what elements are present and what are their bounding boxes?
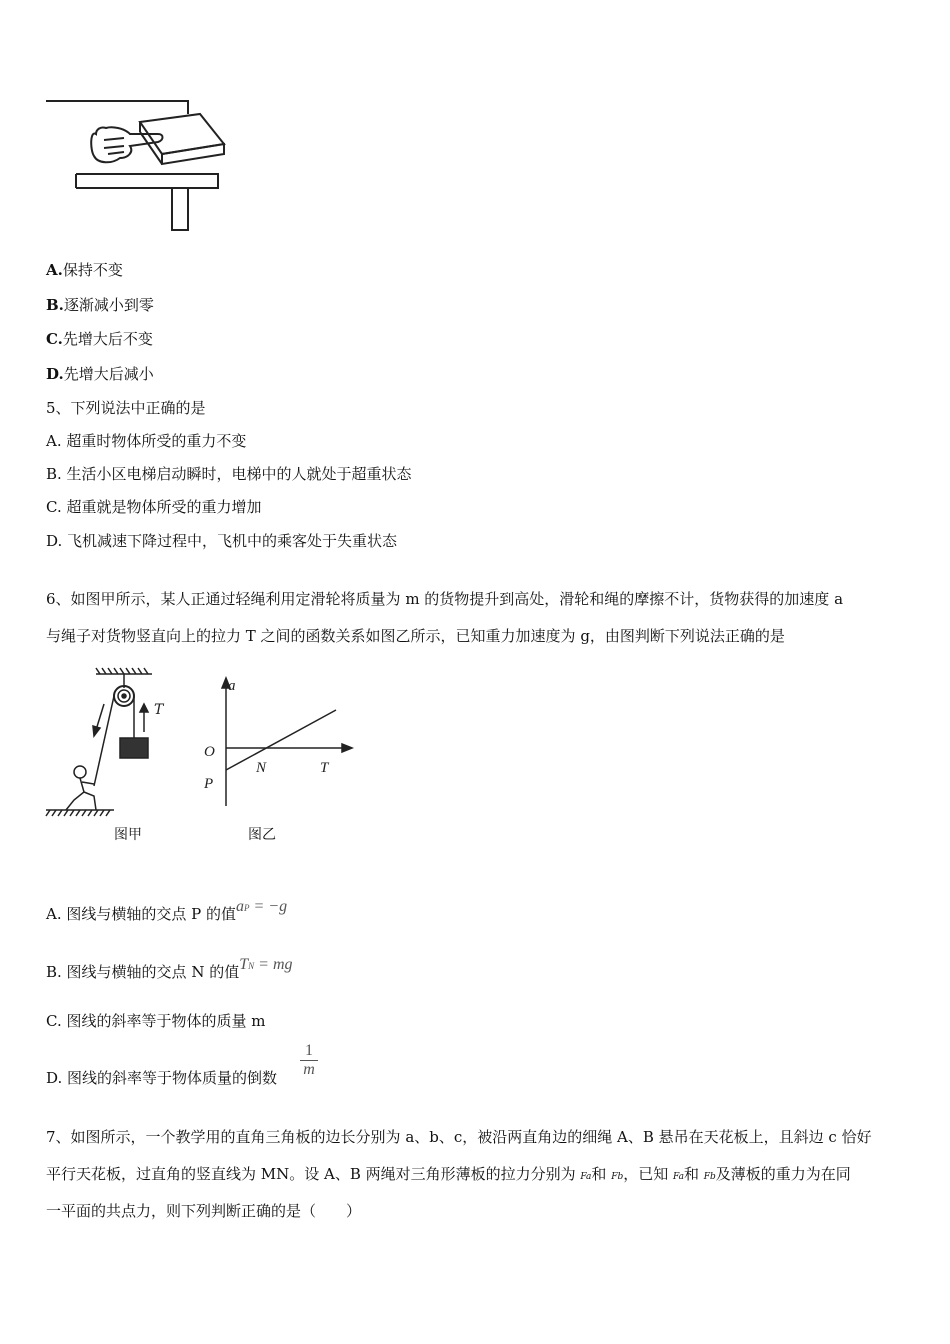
q7-line2: 平行天花板，过直角的竖直线为 MN。设 A、B 两绳对三角形薄板的拉力分别为 Fa和 Fb，已知 Fa和 Fb及薄板的重力为在同 [46, 1165, 851, 1183]
q6-option-d-fraction: 1 m [300, 1042, 318, 1079]
q5-stem: 5、下列说法中正确的是 [46, 399, 206, 417]
q6-option-b: B. 图线与横轴的交点 N 的值TN = mg [46, 956, 293, 981]
q7-line3: 一平面的共点力，则下列判断正确的是（ ） [46, 1202, 362, 1220]
book-push-figure [40, 92, 240, 237]
q4-option-d: D.先增大后减小 [46, 365, 154, 383]
q6-stem-line2: 与绳子对货物竖直向上的拉力 T 之间的函数关系如图乙所示，已知重力加速度为 g，由图判断下列说法正确的是 [46, 627, 785, 645]
pulley-tension-label: T [154, 702, 164, 718]
q4-option-c: C.先增大后不变 [46, 330, 153, 348]
q6-stem-line1: 6、如图甲所示，某人正通过轻绳利用定滑轮将质量为 m 的货物提升到高处，滑轮和绳的摩擦不计，货物获得的加速度 a [46, 590, 844, 608]
q6-option-c: C. 图线的斜率等于物体的质量 m [46, 1012, 266, 1030]
q4-option-a: A.保持不变 [46, 261, 123, 279]
graph-a-label: a [228, 678, 236, 694]
graph-origin-label: O [204, 744, 215, 760]
q4-option-b: B.逐渐减小到零 [46, 296, 154, 314]
q5-option-c: C. 超重就是物体所受的重力增加 [46, 498, 262, 516]
q5-option-b: B. 生活小区电梯启动瞬时，电梯中的人就处于超重状态 [46, 465, 412, 483]
q6-option-d: D. 图线的斜率等于物体质量的倒数 [46, 1069, 278, 1087]
q7-line1: 7、如图所示，一个教学用的直角三角板的边长分别为 a、b、c，被沿两直角边的细绳 A、B 悬吊在天花板上，且斜边 c 恰好 [46, 1128, 872, 1146]
q5-option-a: A. 超重时物体所受的重力不变 [46, 432, 247, 450]
fig-yi-caption: 图乙 [248, 827, 276, 843]
fig-jia-caption: 图甲 [114, 827, 142, 843]
graph-t-label: T [320, 760, 329, 776]
graph-p-label: P [204, 776, 214, 792]
q5-option-d: D. 飞机减速下降过程中，飞机中的乘客处于失重状态 [46, 532, 398, 550]
pulley-figure [44, 664, 174, 824]
graph-n-label: N [256, 760, 267, 776]
a-t-graph [196, 672, 366, 812]
q6-option-a: A. 图线与横轴的交点 P 的值aP = −g [46, 898, 288, 923]
